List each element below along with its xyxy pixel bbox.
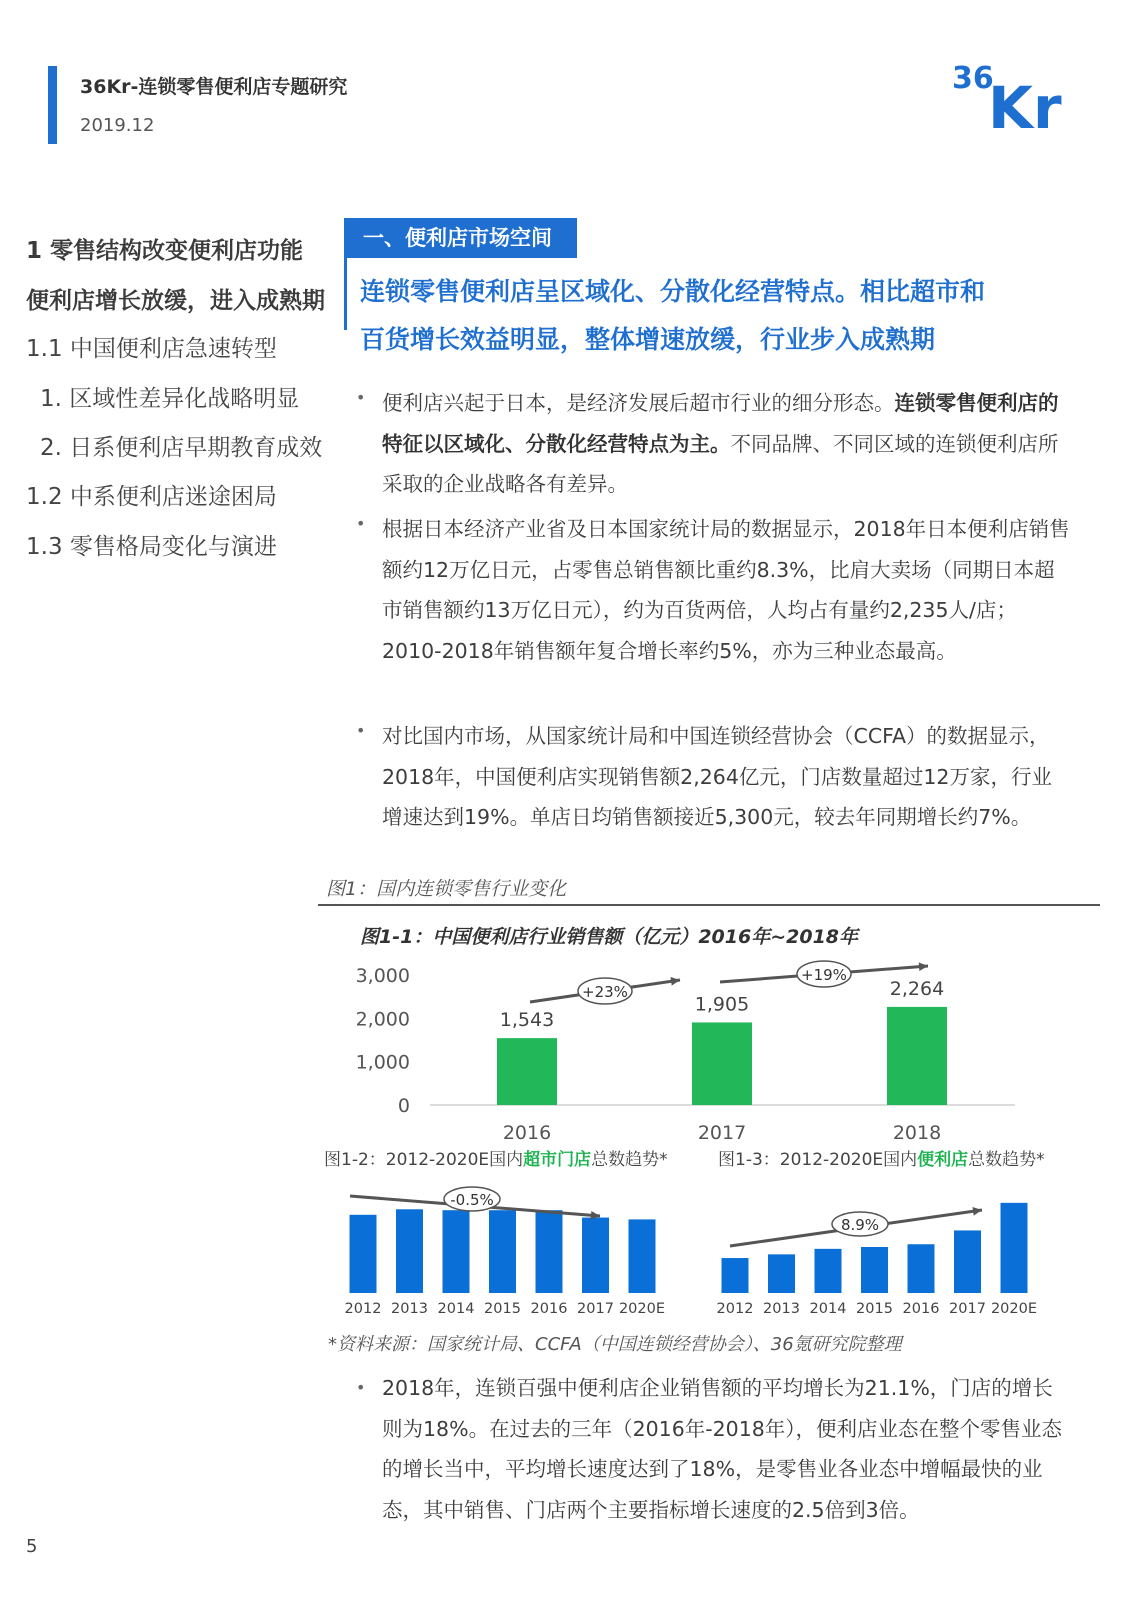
x-tick-label: 2018 [892,1122,942,1144]
x-tick-label: 2017 [577,1301,614,1317]
bar [497,1038,557,1105]
bar [692,1022,752,1105]
x-tick-label: 2017 [949,1301,986,1317]
bar [536,1210,563,1293]
header-accent-bar [48,66,57,144]
trend-label: -0.5% [450,1191,494,1209]
x-tick-label: 2020E [990,1301,1038,1317]
x-tick-label: 2015 [856,1301,893,1317]
page-number: 5 [26,1536,38,1557]
nav-item-1-2[interactable]: 1.2 中系便利店迷途困局 [26,484,277,510]
report-date: 2019.12 [80,115,155,136]
chart1-title: 图1-1：中国便利店行业销售额（亿元）2016年~2018年 [360,926,859,948]
x-tick-label: 2020E [618,1301,666,1317]
bullet-icon: • [356,388,366,407]
growth-label: +23% [582,983,628,1001]
x-tick-label: 2017 [697,1122,747,1144]
bar [815,1249,842,1293]
x-tick-label: 2016 [902,1301,940,1317]
logo-kr: Kr [988,74,1062,132]
chart2-caption: 图1-2：2012-2020E国内超市门店总数趋势* [324,1150,668,1170]
bullet-icon: • [356,1378,366,1397]
section-tag: 一、便利店市场空间 [347,218,577,258]
source-note: *资料来源：国家统计局、CCFA（中国连锁经营协会）、36氪研究院整理 [328,1334,902,1355]
growth-label: +19% [801,966,847,984]
x-tick-label: 2014 [809,1301,847,1317]
x-tick-label: 2015 [484,1301,521,1317]
data-label: 1,543 [499,1009,555,1032]
chart-convenience-stores [700,1180,1060,1325]
nav-item-1-1-2[interactable]: 2. 日系便利店早期教育成效 [40,435,323,461]
x-tick-label: 2014 [437,1301,475,1317]
bullet-icon: • [356,721,366,740]
y-tick-label: 0 [397,1095,410,1117]
figure-caption: 图1：国内连锁零售行业变化 [326,878,567,900]
bar [443,1210,470,1293]
bar [582,1218,609,1293]
chart3-caption: 图1-3：2012-2020E国内便利店总数趋势* [718,1150,1045,1170]
nav-item-1-sub[interactable]: 便利店增长放缓，进入成熟期 [26,288,325,314]
bar [629,1219,656,1293]
nav-item-1-1-1[interactable]: 1. 区域性差异化战略明显 [40,386,300,412]
paragraph-3: 对比国内市场，从国家统计局和中国连锁经营协会（CCFA）的数据显示，2018年，中国便利店实现销售额2,264亿元，门店数量超过12万家，行业增速达到19%。单店日均销售额接近5,300元，较去年同期增长约7%。 [382,724,1052,829]
bar [722,1258,749,1293]
arrow-head [919,962,928,971]
bar [396,1209,423,1293]
paragraph-4: 2018年，连锁百强中便利店企业销售额的平均增长为21.1%，门店的增长则为18%。在过去的三年（2016年-2018年），便利店业态在整个零售业态的增长当中，平均增长速度达到了18%，是零售业各业态中增幅最快的业态，其中销售、门店两个主要指标增长速度的2.5倍到3倍。 [382,1376,1063,1522]
figure-divider [318,904,1100,906]
bar [887,1007,947,1105]
paragraph-2: 根据日本经济产业省及日本国家统计局的数据显示，2018年日本便利店销售额约12万亿日元，占零售总销售额比重约8.3%，比肩大卖场（同期日本超市销售额约13万亿日元），约为百货两倍，人均占有量约2,235人/店；2010-2018年销售额年复合增长率约5%，亦为三种业态最高。 [382,517,1070,663]
report-title: 36Kr-连锁零售便利店专题研究 [80,76,348,98]
chart-sales [330,950,1030,1145]
data-label: 2,264 [889,977,945,1000]
x-tick-label: 2013 [391,1301,428,1317]
x-tick-label: 2012 [716,1301,754,1317]
bar [489,1210,516,1293]
logo-36: 36 [952,61,994,96]
bar [908,1244,935,1293]
nav-item-1[interactable]: 1 零售结构改变便利店功能 [26,238,304,264]
x-tick-label: 2016 [502,1122,552,1144]
nav-item-1-3[interactable]: 1.3 零售格局变化与演进 [26,534,277,560]
bar [954,1230,981,1293]
data-label: 1,905 [694,993,750,1016]
section-headline-2: 百货增长效益明显，整体增速放缓，行业步入成熟期 [360,325,936,354]
bar [861,1247,888,1293]
y-tick-label: 1,000 [355,1051,410,1074]
paragraph-1: 便利店兴起于日本，是经济发展后超市行业的细分形态。连锁零售便利店的特征以区域化、分散化经营特点为主。不同品牌、不同区域的连锁便利店所采取的企业战略各有差异。 [382,391,1059,496]
bullet-icon: • [356,514,366,533]
nav-item-1-1[interactable]: 1.1 中国便利店急速转型 [26,336,277,362]
y-tick-label: 3,000 [355,965,410,987]
bar [350,1215,377,1293]
bar [1001,1203,1028,1293]
x-tick-label: 2012 [344,1301,382,1317]
section-headline-1: 连锁零售便利店呈区域化、分散化经营特点。相比超市和 [360,277,986,306]
y-tick-label: 2,000 [355,1008,410,1031]
36kr-logo [952,58,1068,132]
trend-label: 8.9% [840,1216,880,1234]
x-tick-label: 2013 [763,1301,800,1317]
bar [768,1254,795,1293]
x-tick-label: 2016 [530,1301,568,1317]
chart-supermarket-stores [330,1180,680,1325]
